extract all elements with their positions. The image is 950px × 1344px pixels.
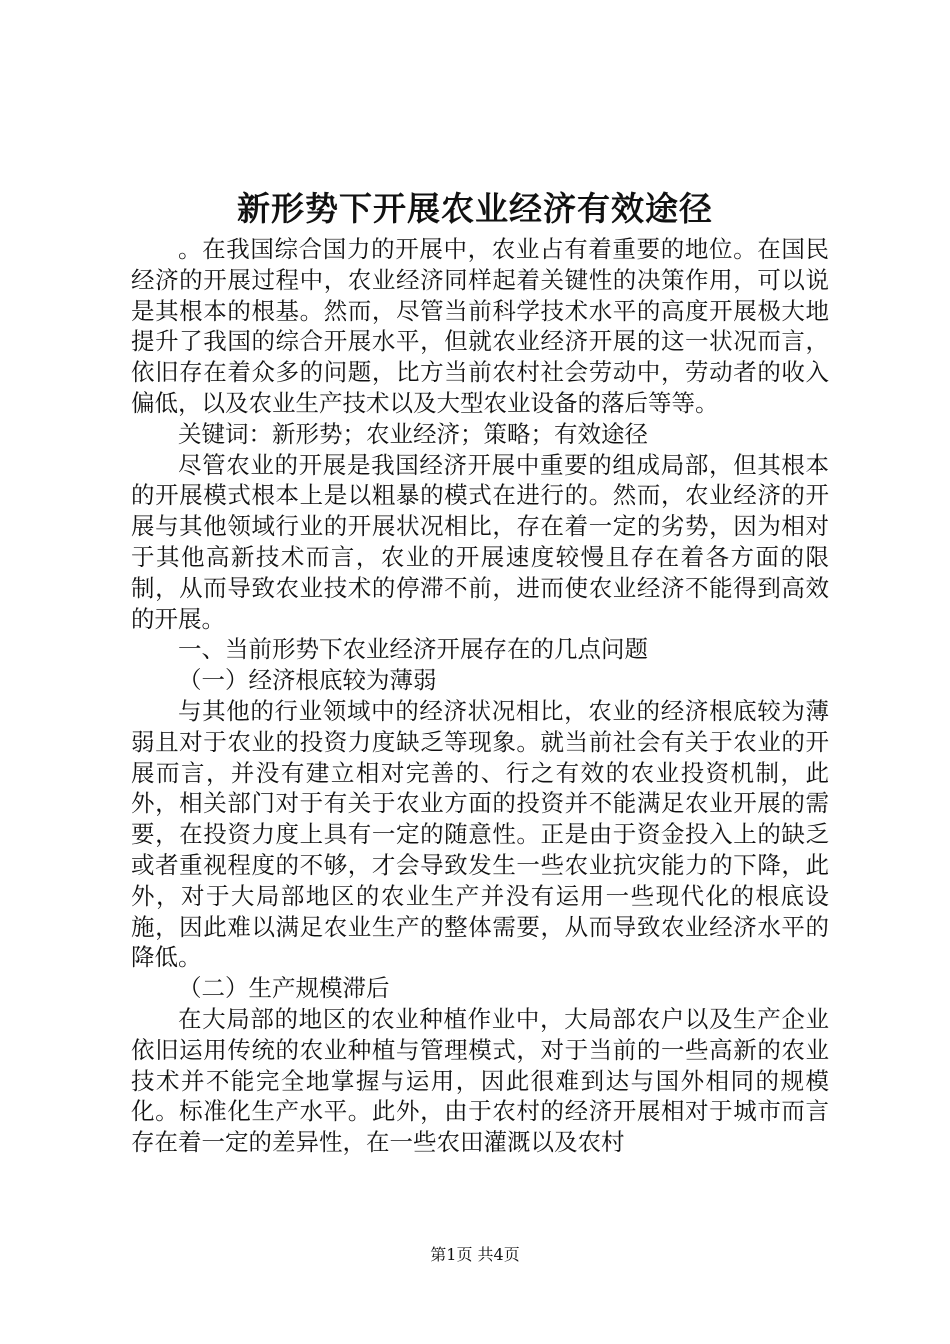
paragraph-economic-foundation: 与其他的行业领域中的经济状况相比，农业的经济根底较为薄弱且对于农业的投资力度缺乏等现象。就当前社会有关于农业的开展而言，并没有建立相对完善的、行之有效的农业投资机制，此外，相关部门对于有关于农业方面的投资并不能满足农业开展的需要，在投资力度上具有一定的随意性。正是由于资金投入上的缺乏或者重视程度的不够，才会导致发生一些农业抗灾能力的下降，此外，对于大局部地区的农业生产并没有运用一些现代化的根底设施，因此难以满足农业生产的整体需要，从而导致农业经济水平的降低。 bbox=[131, 696, 829, 972]
paragraph-keywords: 关键词：新形势；农业经济；策略；有效途径 bbox=[178, 419, 648, 448]
page-number-footer: 第1页 共4页 bbox=[430, 1245, 520, 1264]
paragraph-production-scale: 在大局部的地区的农业种植作业中，大局部农户以及生产企业依旧运用传统的农业种植与管理模式，对于当前的一些高新的农业技术并不能完全地掌握与运用，因此很难到达与国外相同的规模化。标准化生产水平。此外，由于农村的经济开展相对于城市而言存在着一定的差异性，在一些农田灌溉以及农村 bbox=[131, 1004, 829, 1157]
document-title: 新形势下开展农业经济有效途径 bbox=[237, 189, 713, 228]
paragraph-background: 尽管农业的开展是我国经济开展中重要的组成局部，但其根本的开展模式根本上是以粗暴的模式在进行的。然而，农业经济的开展与其他领域行业的开展状况相比，存在着一定的劣势，因为相对于其他高新技术而言，农业的开展速度较慢且存在着各方面的限制，从而导致农业技术的停滞不前，进而使农业经济不能得到高效的开展。 bbox=[131, 450, 829, 633]
section-heading-1: 一、当前形势下农业经济开展存在的几点问题 bbox=[178, 635, 648, 664]
document-body bbox=[131, 234, 829, 1158]
subsection-heading-1: （一）经济根底较为薄弱 bbox=[178, 666, 437, 695]
paragraph-intro: 。在我国综合国力的开展中，农业占有着重要的地位。在国民经济的开展过程中，农业经济同样起着关键性的决策作用，可以说是其根本的根基。然而，尽管当前科学技术水平的高度开展极大地提升了我国的综合开展水平，但就农业经济开展的这一状况而言，依旧存在着众多的问题，比方当前农村社会劳动中，劳动者的收入偏低，以及农业生产技术以及大型农业设备的落后等等。 bbox=[131, 235, 829, 417]
subsection-heading-2: （二）生产规模滞后 bbox=[178, 974, 390, 1003]
